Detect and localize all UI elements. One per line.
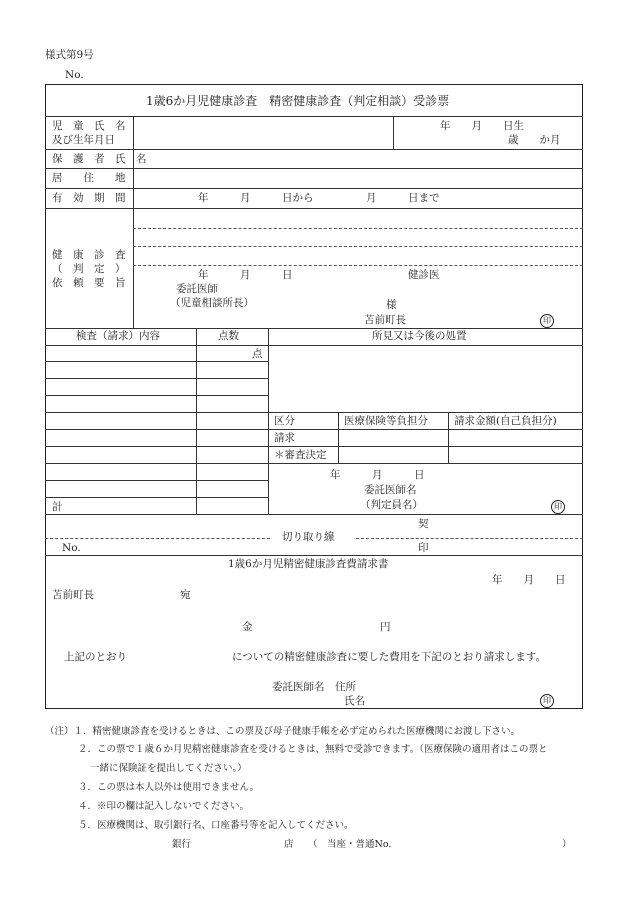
point-unit: 点 [252, 348, 263, 360]
child-guidance-center-label: （児童相談所長） [170, 297, 254, 309]
clinic-label: 健診医 [408, 269, 440, 281]
cut-line-label: 切り取り線 [282, 531, 335, 543]
claim-yen: 円 [380, 621, 391, 633]
form-number: 様式第9号 [45, 49, 94, 61]
billing-judge: （判定員名） [360, 499, 423, 511]
claim-body: についての精密健康診査に要した費用を下記のとおり請求します。 [232, 651, 546, 663]
note-4: ４．※印の欄は記入しないでください。 [78, 801, 250, 812]
sama-label: 様 [386, 299, 397, 311]
validity-label: 有 効 期 間 [52, 192, 126, 204]
total-label: 計 [52, 501, 63, 513]
account-label: （ 当座・普通No. [308, 839, 392, 850]
billing-doctor: 委託医師名 [364, 484, 417, 496]
points-header: 点数 [218, 330, 239, 342]
bank-label: 銀行 [172, 839, 192, 850]
birthdate-label: 及び生年月日 [52, 134, 115, 146]
claim-above: 上記のとおり [64, 651, 127, 663]
claim-doctor-address: 委託医師名 住所 [272, 681, 356, 693]
consigned-doctor-label: 委託医師 [176, 283, 218, 295]
note-2: ２．この票で１歳６か月児精密健康診査を受けるときは、無料で受診できます。（医療保険の適用者はこの票と [78, 744, 548, 755]
number-label: No. [65, 69, 84, 81]
note-5: ５．医療機関は、取引銀行名、口座番号等を記入してください。 [78, 820, 354, 831]
contract-mark: 契 [418, 518, 429, 530]
address-label: 居 住 地 [52, 172, 126, 184]
claim-to-mayor: 苫前町長 [52, 589, 94, 601]
seal-mark: 印 [418, 542, 429, 554]
request-date: 年 月 日 [198, 269, 293, 281]
note-3: ３．この票は本人以外は使用できません。 [78, 782, 260, 793]
note-2-continued: 一緒に保険証を提出してください。） [90, 763, 247, 774]
claim-row-label: 請求 [274, 432, 295, 444]
seal-icon: 印 [540, 694, 554, 708]
kubun-header: 区分 [274, 415, 295, 427]
insurance-share-header: 医療保険等負担分 [344, 415, 428, 427]
account-close-paren: ） [562, 839, 572, 850]
birth-date-field: 年 月 日生 [440, 120, 524, 132]
review-row-label: ＊審査決定 [274, 449, 327, 461]
request-label-2: （ 判 定 ） [52, 263, 126, 275]
billing-date: 年 月 日 [330, 469, 425, 481]
claim-form-title: 1歳6か月児精密健康診査費請求書 [228, 558, 389, 570]
seal-icon: 印 [540, 314, 554, 328]
claim-kin: 金 [242, 621, 253, 633]
age-field: 歳 か月 [508, 134, 561, 146]
request-label-1: 健 康 診 査 [52, 249, 126, 261]
request-label-3: 依 頼 要 旨 [52, 277, 126, 289]
validity-to: 月 日まで [366, 192, 440, 204]
note-1: （注）１．精密健康診査を受けるときは、この票及び母子健康手帳を必ず定められた医療機関にお渡し下さい。 [45, 726, 521, 737]
claim-doctor-name: 氏名 [344, 695, 365, 707]
branch-label: 店 [284, 839, 294, 850]
claim-number-label: No. [62, 542, 81, 554]
guardian-label: 保 護 者 氏 名 [52, 153, 147, 165]
validity-from: 年 月 日から [198, 192, 314, 204]
claim-date: 年 月 日 [492, 574, 566, 586]
claim-ate: 宛 [180, 589, 191, 601]
form-title: 1歳6か月児健康診査 精密健康診査（判定相談）受診票 [146, 94, 450, 108]
child-name-label: 児 童 氏 名 [52, 120, 126, 132]
mayor-label: 苫前町長 [364, 314, 406, 326]
findings-header: 所見又は今後の処置 [372, 330, 467, 342]
seal-icon: 印 [551, 500, 565, 514]
claim-amount-header: 請求金額(自己負担分) [454, 415, 557, 427]
exam-content-header: 検査（請求）内容 [76, 330, 160, 342]
